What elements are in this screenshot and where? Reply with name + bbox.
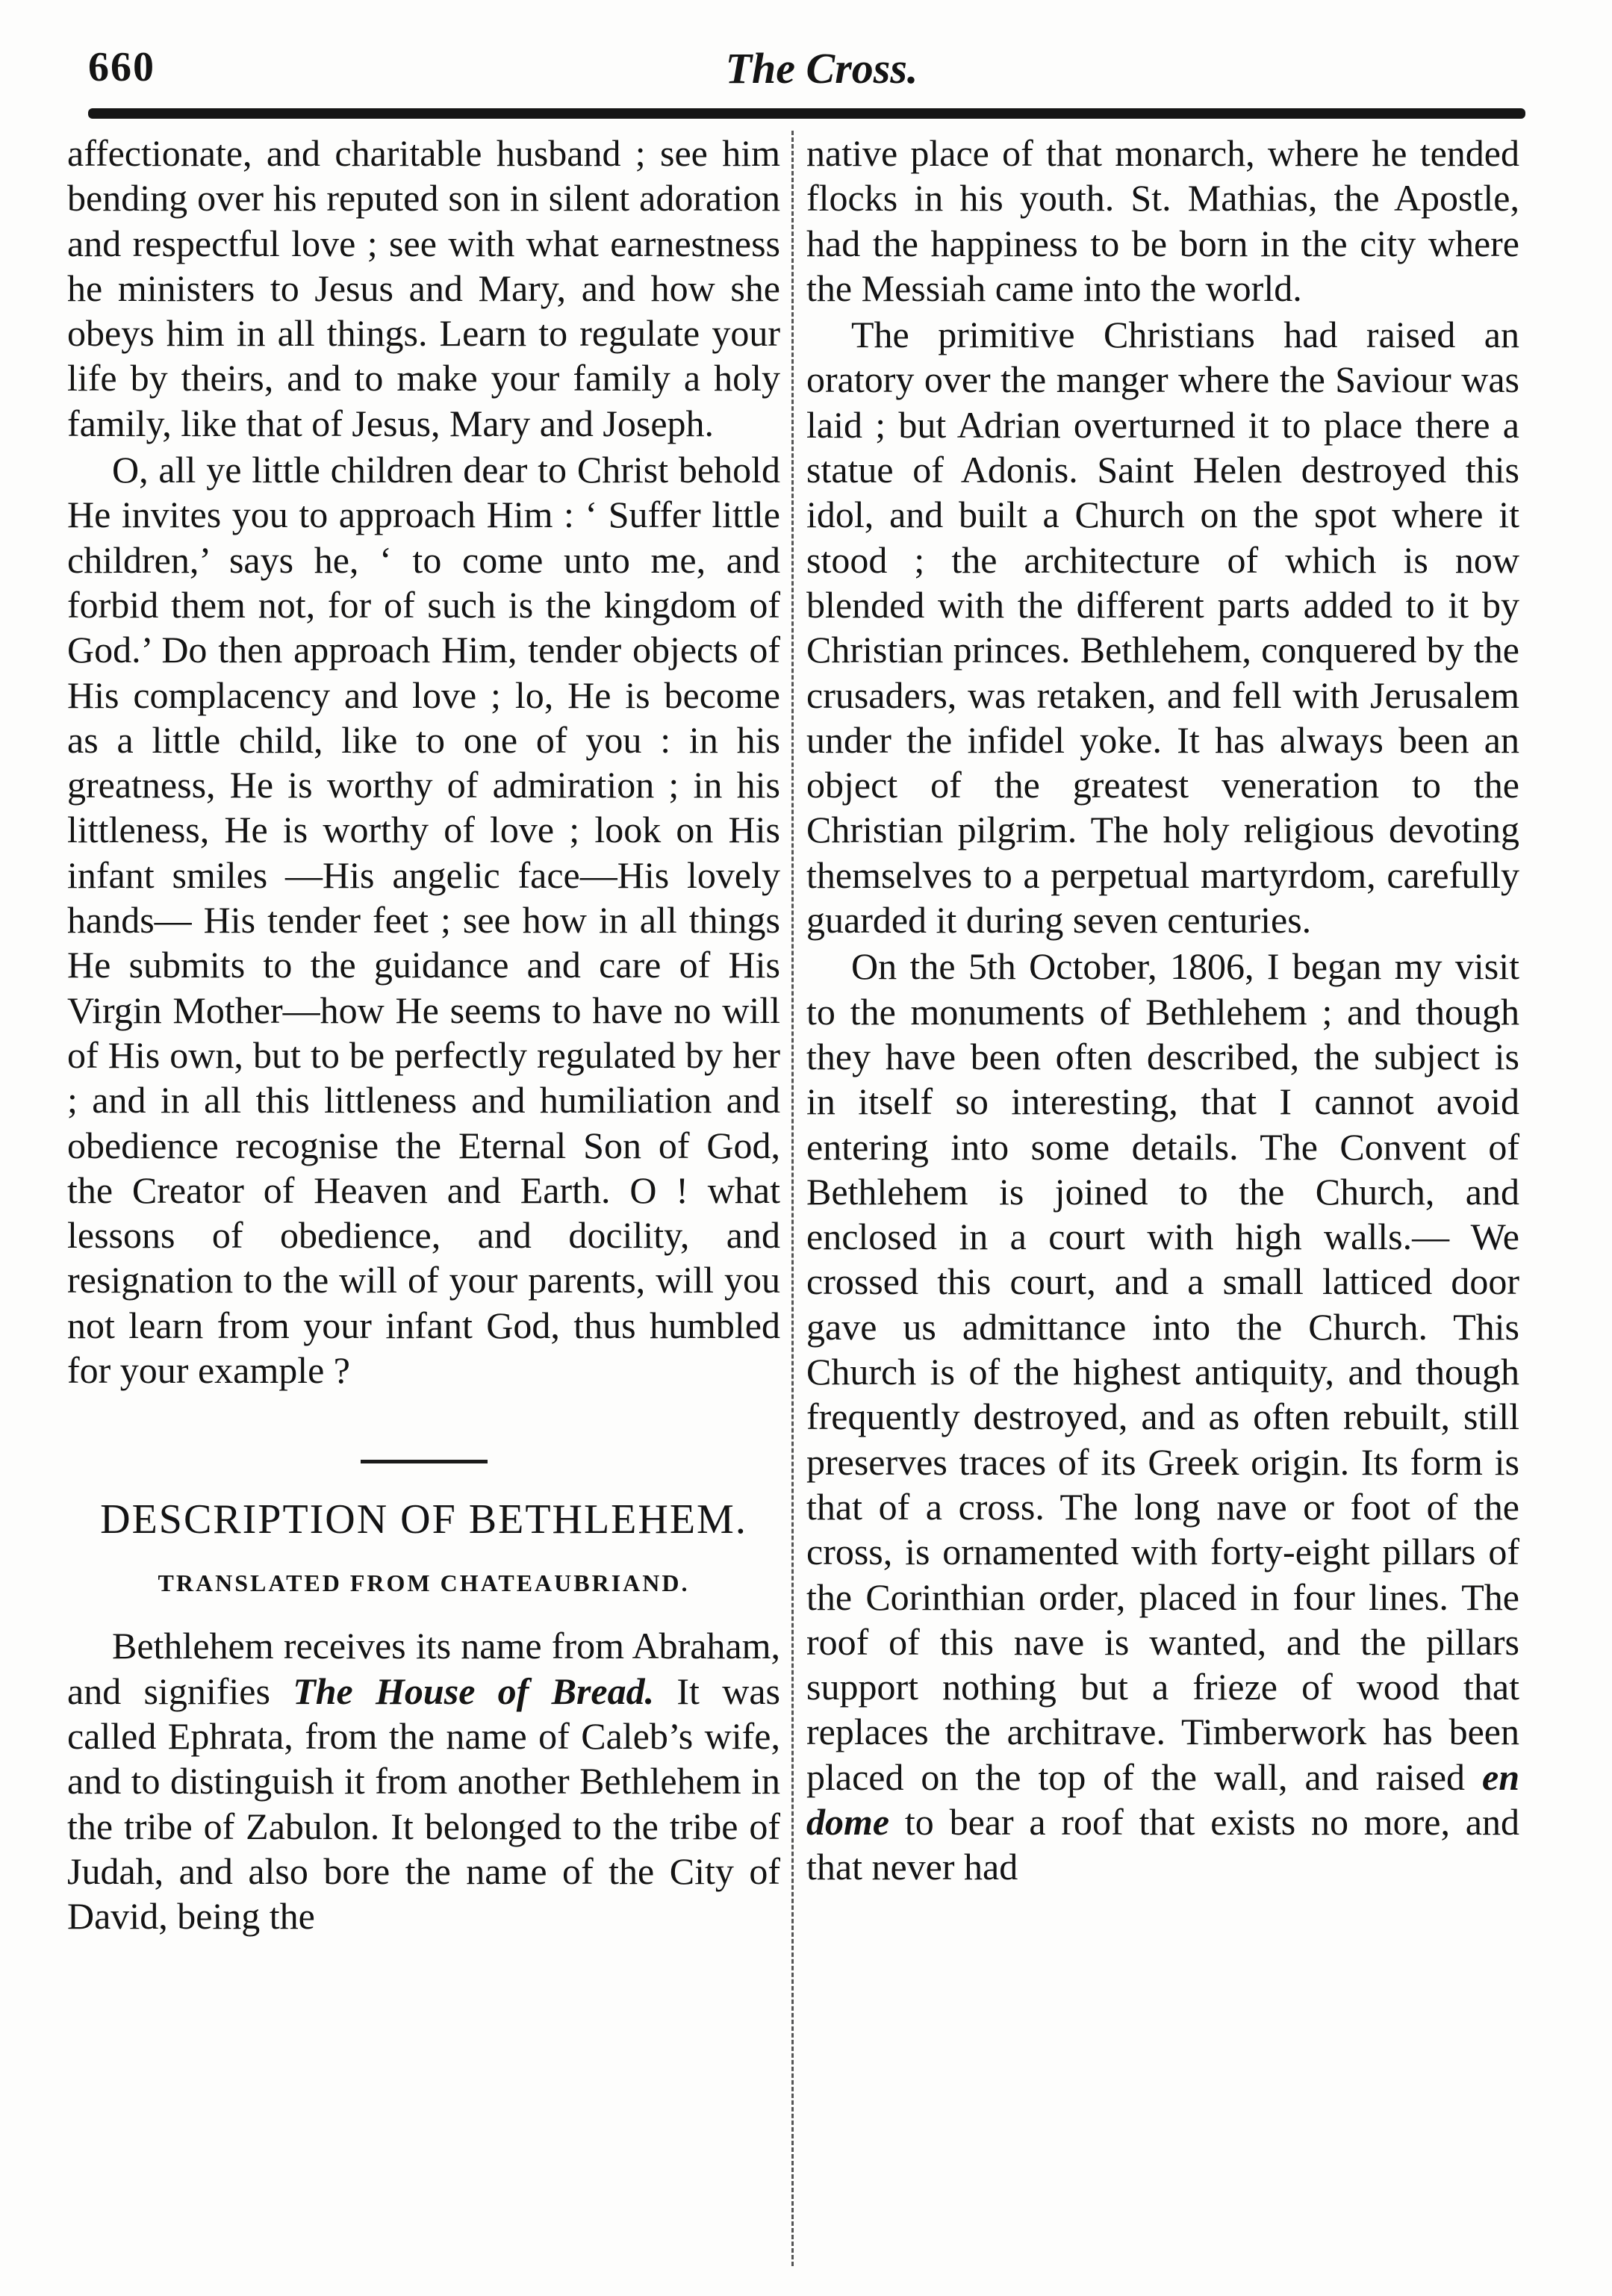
header-rule <box>88 108 1525 119</box>
left-paragraph-3-text-a: Bethlehem receives its name from Abraham, and signifies <box>67 1625 780 1712</box>
left-paragraph-3 <box>67 1623 780 1938</box>
right-paragraph-1: native place of that monarch, where he tended flocks in his youth. St. Mathias, the Apostle, had the happiness to be born in the city where the Messiah came into the world. <box>806 132 1519 309</box>
left-paragraph-1: affectionate, and charitable husband ; see him bending over his reputed son in silent adoration and respectful love ; see with what earnestness he ministers to Jesus and Mary, and how she obeys him in all things. Learn to regulate your life by theirs, and to make your family a holy family, like that of Jesus, Mary and Joseph. <box>67 132 780 444</box>
section-subtitle: TRANSLATED FROM CHATEAUBRIAND. <box>158 1569 690 1597</box>
right-paragraph-3-text-a: On the 5th October, 1806, I began my visit to the monuments of Bethlehem ; and though they have been often described, the subject is in itself so interesting, that I cannot avoid entering into some details. The Convent of Bethlehem is joined to the Church, and enclosed in a court with high walls.— We crossed this court, and a small latticed door gave us admittance into the Church. This Church is of the highest antiquity, and though frequently destroyed, and as often rebuilt, still preserves traces of its Greek origin. Its form is that of a cross. The long nave or foot of the cross, is ornamented with forty-eight pillars of the Corinthian order, placed in four lines. The roof of this nave is wanted, and the pillars support nothing but a frieze of wood that replaces the architrave. Timberwork has been placed on the top of the wall, and raised <box>806 945 1519 1798</box>
right-paragraph-3 <box>806 944 1519 1889</box>
right-column <box>806 131 1519 1890</box>
left-paragraph-2: O, all ye little children dear to Christ behold He invites you to approach Him : ‘ Suffer little children,’ says he, ‘ to come unto me, and forbid them not, for of such is the kingdom of God.’ Do then approach Him, tender objects of His complacency and love ; lo, He is become as a little child, like to one of you : in his greatness, He is worthy of admiration ; in his littleness, He is worthy of love ; look on His infant smiles —His angelic face—His lovely hands— His tender feet ; see how in all things He submits to the guidance and care of His Virgin Mother—how He seems to have no will of His own, but to be perfectly regulated by her ; and in all this littleness and humiliation and obedience recognise the Eternal Son of God, the Creator of Heaven and Earth. O ! what lessons of obedience, and docility, and resignation to the will of your parents, will you not learn from your infant God, thus humbled for your example ? <box>67 449 780 1392</box>
right-paragraph-3-italic: en dome <box>806 1755 1519 1843</box>
right-paragraph-2: The primitive Christians had raised an oratory over the manger where the Saviour was laid ; but Adrian overturned it to place there a statue of Adonis. Saint Helen destroyed this idol, and built a Church on the spot where it stood ; the architecture of which is now blended with the different parts added to it by Christian princes. Bethlehem, conquered by the crusaders, was retaken, and fell with Jerusalem under the infidel yoke. It has always been an object of the greatest veneration to the Christian pilgrim. The holy religious devoting themselves to a perpetual martyrdom, carefully guarded it during seven centuries. <box>806 314 1519 942</box>
right-paragraph-3-text-b: to bear a roof that exists no more, and that never had <box>806 1800 1519 1888</box>
page-number: 660 <box>88 44 155 90</box>
section-divider-rule <box>361 1460 488 1463</box>
left-paragraph-3-text-b: It was called Ephrata, from the name of Caleb’s wife, and to distinguish it from another Bethlehem in the tribe of Zabulon. It belonged to the tribe of Judah, and also bore the name of the City of David, being the <box>67 1670 780 1938</box>
left-paragraph-3-italic: The House of Bread. <box>293 1670 655 1712</box>
running-title: The Cross. <box>725 44 918 93</box>
section-title: DESCRIPTION OF BETHLEHEM. <box>100 1496 747 1543</box>
left-column <box>67 131 780 1938</box>
running-head <box>88 43 1525 103</box>
column-divider <box>791 131 794 2266</box>
